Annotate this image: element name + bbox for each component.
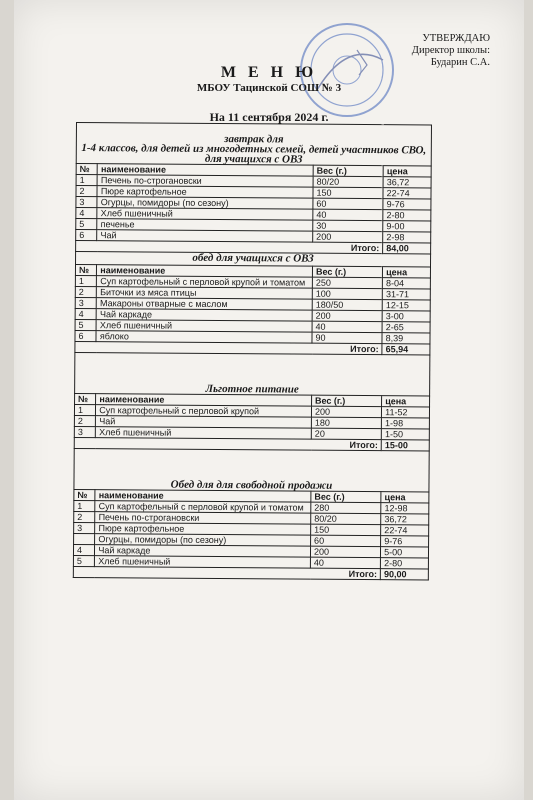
item-price: 2-80 [383,210,431,221]
item-weight: 40 [313,209,383,220]
column-header-weight: Вес (г.) [312,266,382,277]
item-num: 3 [75,297,96,308]
item-num: 6 [75,330,96,341]
item-name: Огурцы, помидоры (по сезону) [95,534,311,547]
item-num: 1 [74,500,95,511]
item-weight: 150 [311,524,381,535]
item-weight: 40 [312,321,382,332]
column-header-price: цена [381,492,429,503]
item-weight: 200 [312,310,382,321]
item-weight: 150 [313,187,383,198]
item-num [74,533,95,544]
item-price: 8,39 [382,333,430,344]
item-name: Хлеб пшеничный [97,208,313,221]
column-header-name: наименование [97,164,313,177]
item-name: Печень по-строгановски [95,512,311,525]
column-header-name: наименование [97,265,313,278]
item-price: 12-98 [381,503,429,514]
item-weight: 280 [311,502,381,513]
total-value: 90,00 [380,569,428,580]
section-title: Обед для для свободной продажи [74,448,429,491]
item-num: 2 [76,186,97,197]
section-title-row [74,448,429,491]
item-num: 3 [76,197,97,208]
item-num: 4 [76,208,97,219]
approve-position: Директор школы: [411,45,490,56]
item-num: 2 [74,511,95,522]
item-weight: 100 [312,288,382,299]
item-weight: 20 [311,428,381,439]
item-num: 5 [76,219,97,230]
item-num: 2 [74,415,95,426]
item-weight: 30 [313,220,383,231]
section-title-row [76,123,431,166]
school-name: МБОУ Тацинской СОШ № 3 [196,82,342,94]
item-name: Макароны отварные с маслом [97,298,313,311]
item-num: 5 [73,555,94,566]
item-price: 9-76 [381,536,429,547]
item-weight: 180 [311,417,381,428]
item-price: 2-98 [383,232,431,243]
item-weight: 180/50 [312,299,382,310]
column-header-weight: Вес (г.) [311,491,381,502]
item-price: 36,72 [383,177,431,188]
column-header-price: цена [382,396,430,407]
item-name: Огурцы, помидоры (по сезону) [97,197,313,210]
total-value: 84,00 [383,243,431,254]
menu-title: М Е Н Ю [220,64,318,81]
item-name: Чай каркаде [95,545,311,558]
total-label: Итого: [75,341,382,354]
document-page [14,0,524,800]
section-title: Льготное питание [75,352,430,395]
item-num: 4 [75,308,96,319]
item-price: 1-98 [382,418,430,429]
item-name: Хлеб пшеничный [96,320,312,333]
item-weight: 250 [312,277,382,288]
item-weight: 40 [310,557,380,568]
item-weight: 80/20 [313,176,383,187]
item-num: 2 [75,286,96,297]
item-price: 22-74 [381,525,429,536]
item-price: 2-80 [381,558,429,569]
column-header-num: № [74,489,95,500]
section-title-row [75,352,430,395]
item-weight: 90 [312,332,382,343]
total-label: Итого: [73,566,380,579]
item-weight: 200 [313,231,383,242]
section-title: завтрак для 1-4 классов, для детей из многодетных семей, детей участников СВО, для учащихся с ОВЗ [76,123,431,166]
total-value: 15-00 [381,440,429,451]
item-name: Хлеб пшеничный [95,556,311,569]
item-num: 3 [74,426,95,437]
total-label: Итого: [74,437,381,450]
item-name: печенье [97,219,313,232]
item-name: Пюре картофельное [97,186,313,199]
column-header-num: № [75,265,96,276]
item-price: 36,72 [381,514,429,525]
item-price: 3-00 [382,311,430,322]
column-header-weight: Вес (г.) [312,395,382,406]
item-price: 11-52 [382,407,430,418]
item-weight: 200 [310,546,380,557]
column-header-num: № [76,164,97,175]
item-price: 2-65 [382,322,430,333]
total-value: 65,94 [382,344,430,355]
column-header-weight: Вес (г.) [313,165,383,176]
item-name: Хлеб пшеничный [96,427,312,440]
item-price: 31-71 [382,289,430,300]
item-weight: 200 [311,406,381,417]
item-name: Чай [97,230,313,243]
item-num: 6 [76,230,97,241]
column-header-price: цена [383,267,431,278]
item-name: Чай [96,416,312,429]
menu-date: На 11 сентября 2024 г. [209,110,329,124]
item-price: 9-76 [383,199,431,210]
item-name: Суп картофельный с перловой крупой и томатом [95,501,311,514]
item-name: яблоко [96,331,312,344]
item-price: 5-00 [381,547,429,558]
item-num: 1 [75,275,96,286]
item-name: Чай каркаде [96,309,312,322]
menu-table [73,122,432,580]
item-name: Суп картофельный с перловой крупой [96,405,312,418]
item-num: 1 [74,404,95,415]
item-price: 22-74 [383,188,431,199]
item-price: 9-00 [383,221,431,232]
item-weight: 60 [311,535,381,546]
item-num: 1 [76,175,97,186]
item-name: Печень по-строгановски [97,175,313,188]
item-name: Пюре картофельное [95,523,311,536]
approve-name: Бударин С.А. [430,57,490,68]
item-price: 8-04 [383,278,431,289]
column-header-name: наименование [95,490,311,503]
total-row [73,566,428,579]
item-weight: 80/20 [311,513,381,524]
item-price: 1-50 [381,429,429,440]
item-name: Суп картофельный с перловой крупой и томатом [97,276,313,289]
column-header-num: № [75,393,96,404]
column-header-name: наименование [96,394,312,407]
column-header-price: цена [383,166,431,177]
item-num: 3 [74,522,95,533]
total-label: Итого: [76,241,383,254]
section-title: обед для учащихся с ОВЗ [76,252,431,267]
approve-title: УТВЕРЖДАЮ [422,33,490,44]
item-name: Биточки из мяса птицы [97,287,313,300]
item-num: 5 [75,319,96,330]
item-weight: 60 [313,198,383,209]
item-price: 12-15 [382,300,430,311]
item-num: 4 [73,544,94,555]
